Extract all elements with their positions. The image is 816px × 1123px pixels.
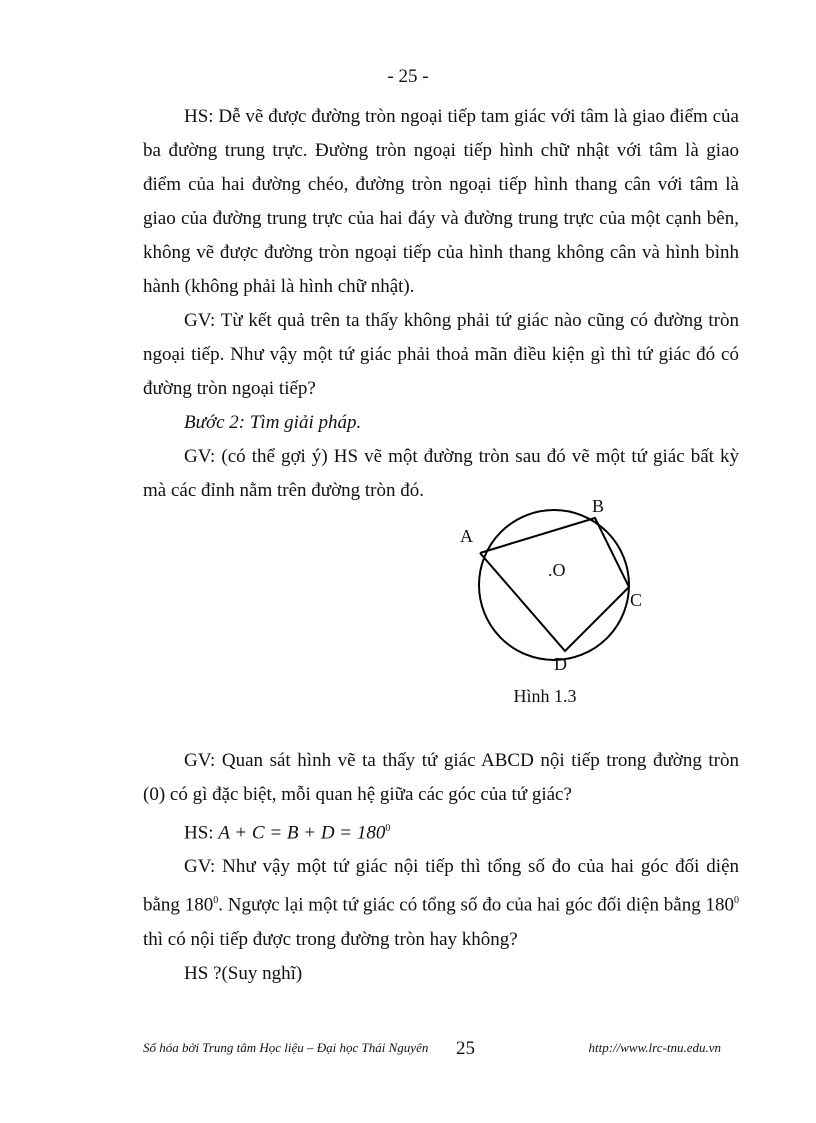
angle-sum-formula: A + C = B + D = 180 xyxy=(218,822,386,844)
paragraph-gv-observe: GV: Quan sát hình vẽ ta thấy tứ giác ABCD nội tiếp trong đường tròn (0) có gì đặc biệt, mỗi quan hệ giữa các góc của tứ giác? xyxy=(143,750,739,805)
footer-source: Số hóa bởi Trung tâm Học liệu – Đại học Thái Nguyên xyxy=(143,1040,429,1055)
degree-sup-2: 0 xyxy=(734,895,739,907)
page-footer xyxy=(143,1038,739,1068)
figure-caption: Hình 1.3 xyxy=(513,686,577,706)
label-a: A xyxy=(460,526,473,546)
paragraph-gv-converse xyxy=(143,850,739,956)
main-text xyxy=(143,100,739,508)
formula-prefix: HS: xyxy=(184,822,219,844)
degree-sup-1: 0 xyxy=(213,895,219,907)
paragraph-gv-question: GV: Từ kết quả trên ta thấy không phải tứ giác nào cũng có đường tròn ngoại tiếp. Như vậy một tứ giác phải thoả mãn điều kiện gì thì tứ giác đó có đường tròn ngoại tiếp? xyxy=(143,310,739,399)
main-text-continued xyxy=(143,744,739,991)
figure-inscribed-quadrilateral xyxy=(440,494,670,714)
footer-page-number: 25 xyxy=(456,1038,475,1059)
paragraph-hs-think: HS ?(Suy nghĩ) xyxy=(184,962,303,984)
page-number: - 25 - xyxy=(387,66,429,87)
paragraph-gv-hint: GV: (có thể gợi ý) HS vẽ một đường tròn sau đó vẽ một tứ giác bất kỳ mà các đỉnh nằm trên đường tròn đó. xyxy=(143,446,739,501)
label-o: .O xyxy=(548,560,566,580)
converse-text-b: . Ngược lại một tứ giác có tổng số đo của hai góc đối diện bằng 180 xyxy=(218,894,734,916)
footer-url[interactable]: http://www.lrc-tnu.edu.vn xyxy=(588,1040,721,1055)
label-b: B xyxy=(592,496,605,516)
paragraph-hs-answer: HS: Dễ vẽ được đường tròn ngoại tiếp tam giác với tâm là giao điểm của ba đường trung trực. Đường tròn ngoại tiếp hình chữ nhật với tâm là giao điểm của hai đường chéo, đường tròn ngoại tiếp hình thang cân với tâm là giao của đường trung trực của hai đáy và đường trung trực của một cạnh bên, không vẽ được đường tròn ngoại tiếp của hình thang không cân và hình bình hành (không phải là hình chữ nhật). xyxy=(143,106,739,297)
label-d: D xyxy=(554,654,567,674)
degree-sup: 0 xyxy=(385,823,391,834)
converse-text-c: thì có nội tiếp được trong đường tròn hay không? xyxy=(143,928,518,950)
quadrilateral-abcd xyxy=(480,518,629,651)
label-c: C xyxy=(630,590,643,610)
converse-text-a: GV: Như vậy một tứ giác nội tiếp thì tổng số đo của hai góc đối diện bằng 180 xyxy=(143,856,739,916)
step-heading: Bước 2: Tìm giải pháp. xyxy=(184,412,362,433)
paragraph-hs-formula xyxy=(143,812,739,850)
